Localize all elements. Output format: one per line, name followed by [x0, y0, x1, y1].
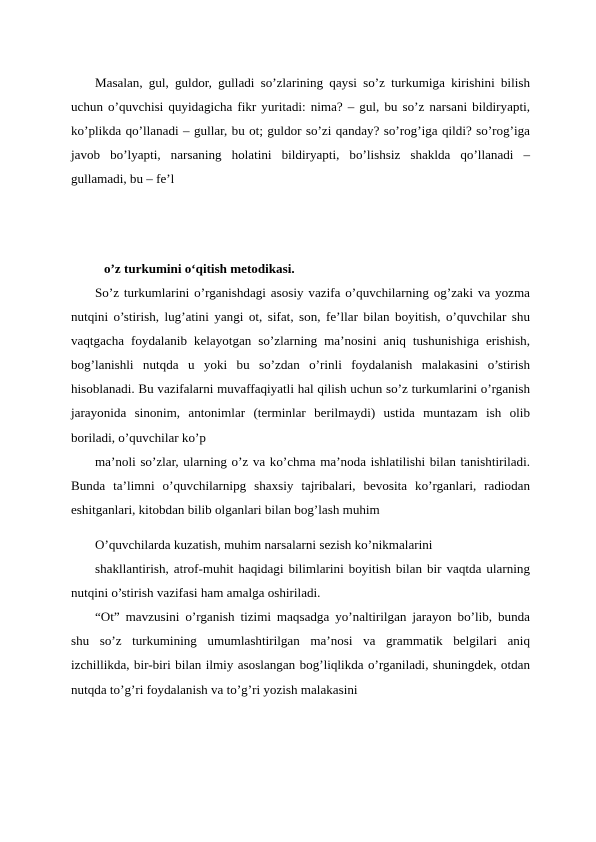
paragraph: So’z turkumlarini o’rganishdagi asosiy vazifa o’quvchilarning og’zaki va yozma nutqini o’stirish, lug’atini yangi ot, sifat, son, fe’llar bilan boyitish, o’quvchilar shu vaqtgacha foydalanib kelayotgan so’zlarning ma’nosini aniq tushunishiga erishish, bog’lanishli nutqda u yoki bu so’zdan o’rinli foydalanish malakasini o’stirish hisoblanadi. Bu vazifalarni muvaffaqiyatli hal qilish uchun so’z turkumlarini o’rganish jarayonida sinonim, antonimlar (terminlar berilmaydi) ustida muntazam ish olib boriladi, o’quvchilar ko’p	[71, 285, 530, 445]
paragraph: O’quvchilarda kuzatish, muhim narsalarni sezish ko’nikmalarini	[95, 537, 433, 552]
paragraph: Masalan, gul, guldor, gulladi so’zlarining qaysi so’z turkumiga kirishini bilish uchun o’quvchisi quyidagicha fikr yuritadi: nima? – gul, bu so’z narsani bildiryapti, ko’plikda qo’llanadi – gullar, bu ot; guldor so’zi qanday? so’rog’iga qildi? so’rog’iga javob bo’lyapti, narsaning holatini bildiryapti, bo’lishsiz shaklda qo’llanadi – gullamadi, bu – fe’l	[71, 75, 530, 187]
section-heading: o’z turkumini o‘qitish metodikasi.	[104, 261, 295, 276]
paragraph: shakllantirish, atrof-muhit haqidagi bilimlarini boyitish bilan bir vaqtda ularning nutqini o’stirish vazifasi ham amalga oshiriladi.	[71, 561, 530, 601]
section-text-block	[71, 257, 530, 522]
paragraph: ma’noli so’zlar, ularning o’z va ko’chma ma’noda ishlatilishi bilan tanishtiriladi. Bunda ta’limni o’quvchilarnipg shaxsiy tajribalari, bevosita ko’rganlari, radiodan eshitganlari, kitobdan bilib olganlari bilan bog’lash muhim	[71, 453, 530, 517]
intro-text-block	[71, 71, 530, 191]
closing-text-block	[71, 533, 530, 702]
paragraph: “Ot” mavzusini o’rganish tizimi maqsadga yo’naltirilgan jarayon bo’lib, bunda shu so’z turkumining umumlashtirilgan ma’nosi va grammatik belgilari aniq izchillikda, bir-biri bilan ilmiy asoslangan bog’liqlikda o’rganiladi, shuningdek, otdan nutqda to’g’ri foydalanish va to’g’ri yozish malakasini	[71, 609, 530, 697]
